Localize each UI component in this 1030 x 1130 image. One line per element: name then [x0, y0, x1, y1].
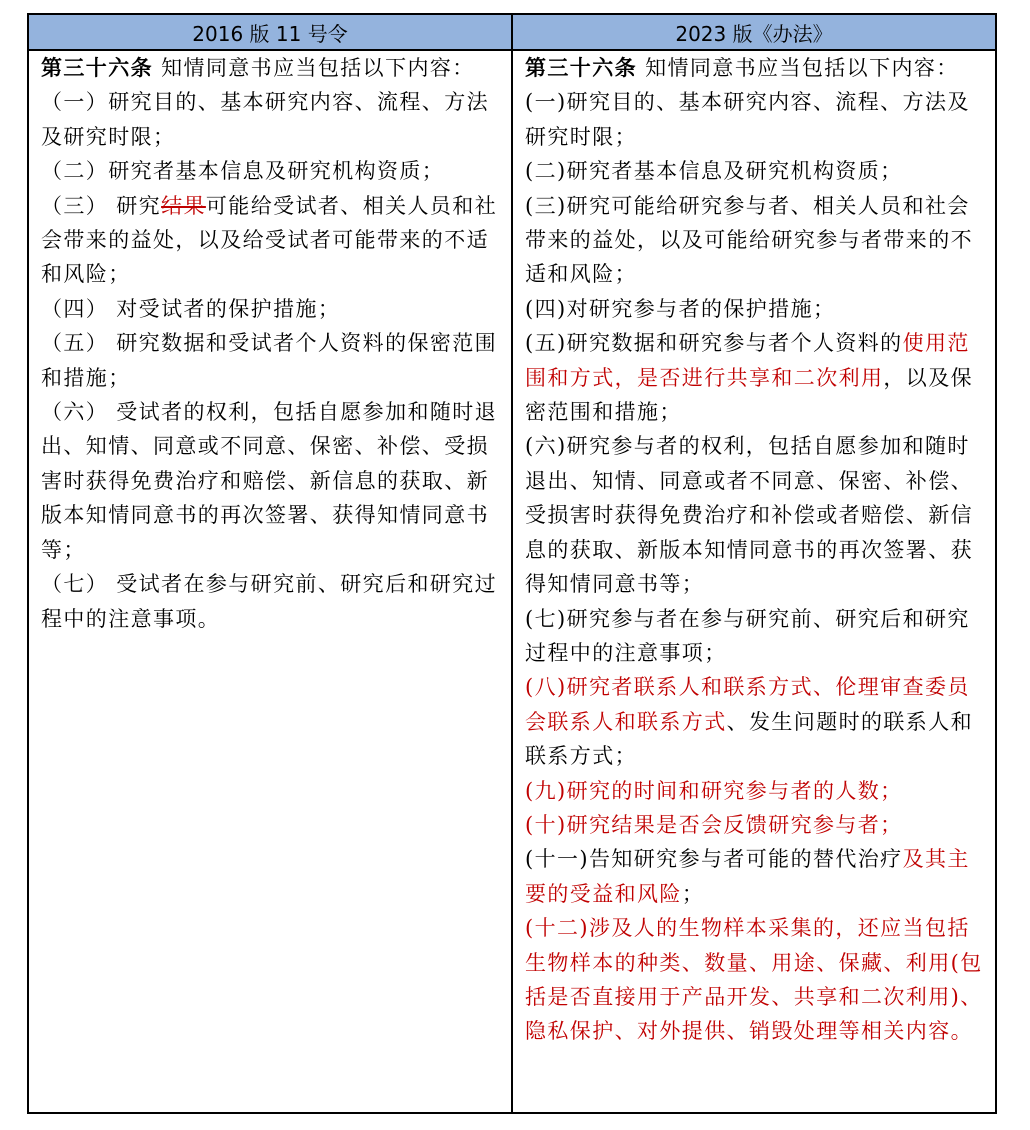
item-11-start: (十一)告知研究参与者可能的替代治疗: [525, 847, 903, 872]
header-2016: 2016 版 11 号令: [29, 15, 513, 49]
article-title: 第三十六条: [525, 55, 637, 80]
item-2: （二）研究者基本信息及研究机构资质；: [41, 159, 445, 184]
content-row: [29, 51, 995, 1112]
item-5: [525, 326, 985, 429]
item-12: (十二)涉及人的生物样本采集的，还应当包括生物样本的种类、数量、用途、保藏、利用(包括是否直接用于产品开发、共享和二次利用)、隐私保护、对外提供、销毁处理等相关内容。: [525, 916, 983, 1044]
item-5-start: (五)研究数据和研究参与者个人资料的: [525, 331, 903, 356]
column-2016: [29, 51, 513, 1112]
header-row: [29, 15, 995, 51]
item-3: [41, 189, 501, 292]
item-4: （四） 对受试者的保护措施；: [41, 296, 341, 321]
added-text: 及其主要的受益和风险: [525, 847, 970, 906]
item-6: (六)研究参与者的权利，包括自愿参加和随时退出、知情、同意或者不同意、保密、补偿、受损害时获得免费治疗和补偿或者赔偿、新信息的获取、新版本知情同意书的再次签署、获得知情同意书等；: [525, 434, 973, 597]
item-10: (十)研究结果是否会反馈研究参与者；: [525, 812, 903, 837]
item-11-rest: ；: [681, 881, 705, 906]
header-2023: 2023 版《办法》: [675, 21, 833, 46]
item-8: [525, 670, 985, 773]
item-3-rest: 可能给受试者、相关人员和社会带来的益处，以及给受试者可能带来的不适和风险；: [41, 193, 498, 287]
item-1: (一)研究目的、基本研究内容、流程、方法及研究时限；: [525, 90, 970, 149]
column-2023: [513, 51, 995, 1112]
item-11: [525, 842, 985, 911]
item-4: (四)对研究参与者的保护措施；: [525, 296, 836, 321]
intro-text: 知情同意书应当包括以下内容：: [153, 56, 475, 80]
deleted-text: 结果: [161, 193, 206, 218]
item-5-rest: ，以及保密范围和措施；: [525, 365, 974, 425]
article-intro: [525, 51, 985, 85]
item-2: (二)研究者基本信息及研究机构资质；: [525, 159, 903, 184]
item-8-rest: 、发生问题时的联系人和联系方式；: [525, 709, 974, 769]
item-1: （一）研究目的、基本研究内容、流程、方法及研究时限；: [41, 90, 489, 149]
item-7: (七)研究参与者在参与研究前、研究后和研究过程中的注意事项；: [525, 606, 970, 665]
comparison-table: [27, 13, 997, 1114]
item-6: （六） 受试者的权利，包括自愿参加和随时退出、知情、同意或不同意、保密、补偿、受损害时获得免费治疗和赔偿、新信息的获取、新版本知情同意书的再次签署、获得知情同意书等；: [41, 400, 498, 562]
item-7: （七） 受试者在参与研究前、研究后和研究过程中的注意事项。: [41, 572, 498, 631]
added-text: 使用范围和方式，是否进行共享和二次利用: [525, 331, 970, 390]
item-5: （五） 研究数据和受试者个人资料的保密范围和措施；: [41, 331, 498, 390]
added-text: (八)研究者联系人和联系方式、伦理审查委员会联系人和联系方式: [525, 675, 970, 734]
item-3: (三)研究可能给研究参与者、相关人员和社会带来的益处，以及可能给研究参与者带来的不适和风险；: [525, 193, 973, 287]
item-3-start: （三） 研究: [41, 193, 162, 218]
item-9: (九)研究的时间和研究参与者的人数；: [525, 778, 903, 803]
article-intro: [41, 51, 501, 85]
intro-text: 知情同意书应当包括以下内容：: [637, 56, 959, 80]
article-title: 第三十六条: [41, 55, 153, 80]
